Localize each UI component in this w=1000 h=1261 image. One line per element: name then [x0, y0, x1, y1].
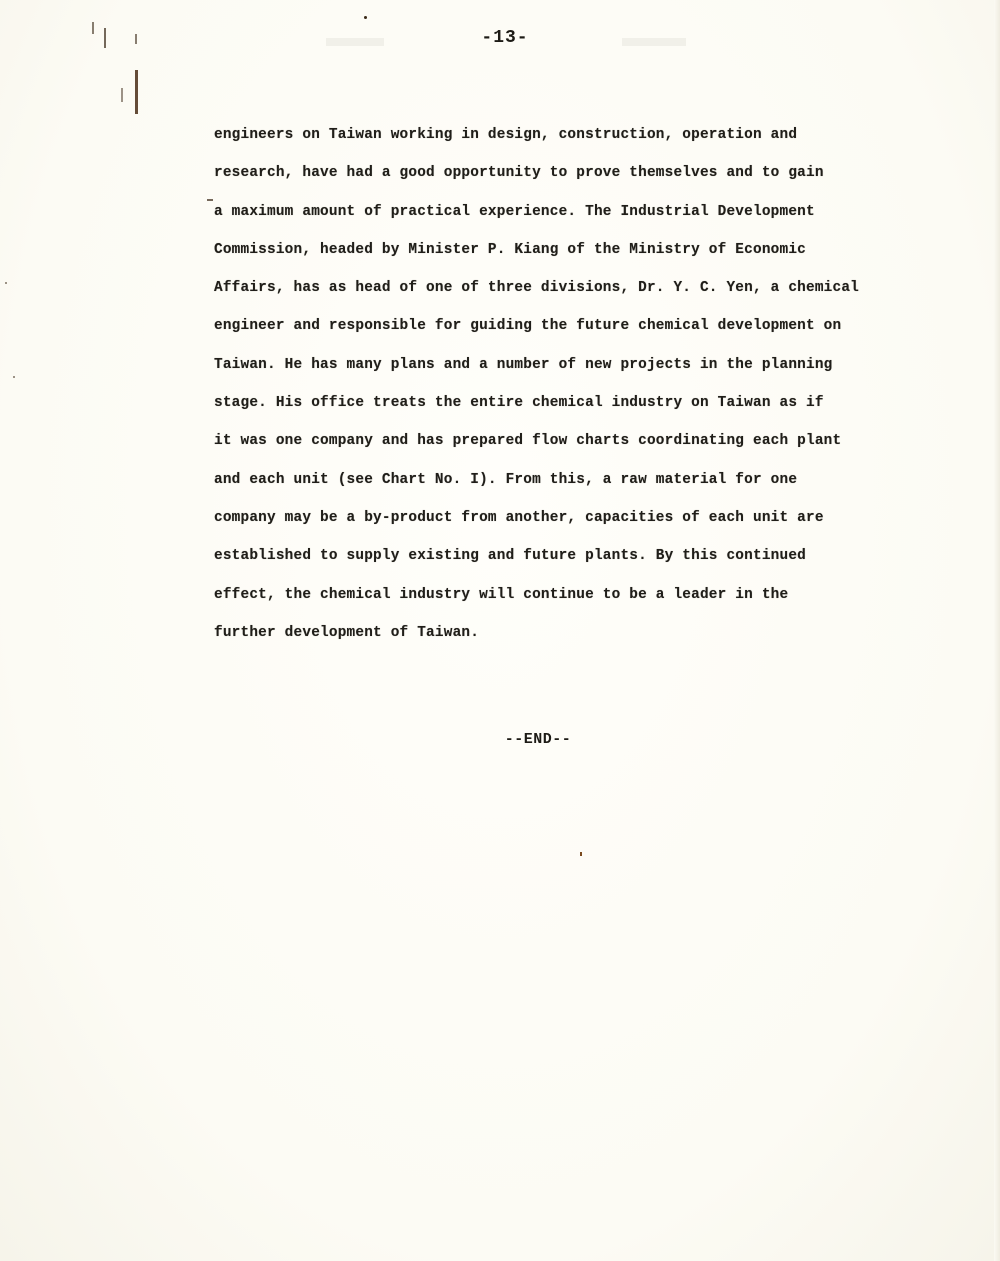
text-line: research, have had a good opportunity to prove themselves and to gain — [214, 165, 824, 182]
end-marker: --END-- — [504, 731, 572, 748]
text-line: it was one company and has prepared flow charts coordinating each plant — [214, 433, 842, 450]
text-line: Affairs, has as head of one of three divisions, Dr. Y. C. Yen, a chemical — [214, 280, 860, 297]
text-line: further development of Taiwan. — [214, 624, 480, 641]
text-line: company may be a by-product from another, capacities of each unit are — [214, 509, 824, 526]
ink-dot — [13, 376, 15, 378]
text-line: engineer and responsible for guiding the future chemical development on — [214, 318, 842, 335]
text-line: Taiwan. He has many plans and a number of new projects in the planning — [214, 356, 833, 373]
ink-mark — [121, 88, 123, 102]
text-line: Commission, headed by Minister P. Kiang of the Ministry of Economic — [214, 241, 806, 258]
page-edge-shadow — [994, 0, 1000, 1261]
text-line: effect, the chemical industry will continue to be a leader in the — [214, 586, 789, 603]
ink-dot — [5, 282, 7, 284]
text-line: established to supply existing and future plants. By this continued — [214, 548, 806, 565]
text-line: and each unit (see Chart No. I). From this, a raw material for one — [214, 471, 798, 488]
body-paragraph — [214, 116, 934, 652]
page-number: -13- — [481, 28, 529, 48]
ink-mark — [135, 70, 138, 114]
ink-dot — [207, 199, 213, 201]
text-line: engineers on Taiwan working in design, construction, operation and — [214, 127, 798, 143]
ink-dot — [580, 852, 582, 856]
text-line: stage. His office treats the entire chemical industry on Taiwan as if — [214, 395, 824, 412]
ink-dot — [364, 16, 367, 19]
text-line: a maximum amount of practical experience. The Industrial Development — [214, 203, 815, 220]
